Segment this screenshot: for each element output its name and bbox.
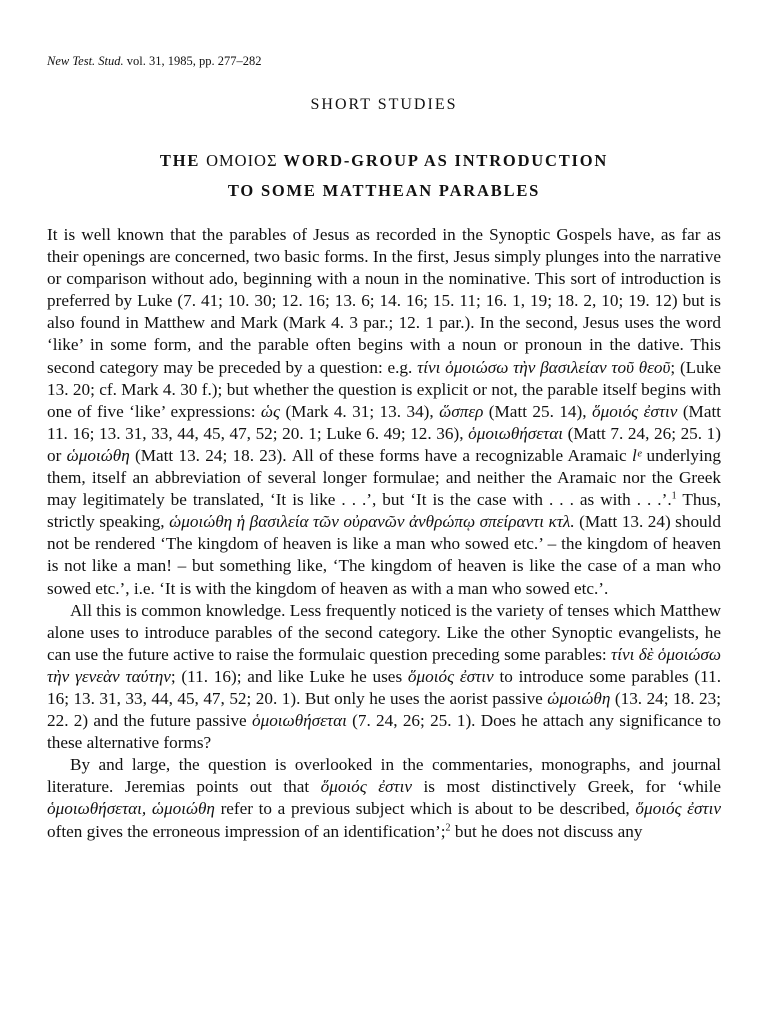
greek-phrase: τίνι δὲ ὁμοιώσω τὴν γενεὰν ταύτην [47,644,721,686]
text-run: underlying them, itself an abbreviation of several longer formulae; and neither the Aramaic nor the Greek may legitimately be translated, ‘It is like . . .’, but ‘It is the case with . . . as with . . .’. [47,445,721,510]
greek-phrase: ὁμοιωθήσεται [251,711,347,731]
journal-citation: vol. 31, 1985, pp. 277–282 [123,54,262,68]
text-run: (Matt 11. 16; 13. 31, 33, 44, 45, 47, 52; 20. 1; Luke 6. 49; 12. 36), [47,401,722,443]
greek-phrase: ὡμοιώθη [66,445,130,465]
paragraph-3 [47,754,721,842]
text-run: By and large, the question is overlooked in the commentaries, monographs, and journal literature. Jeremias points out that [47,755,721,797]
aramaic-term: lᵉ [631,445,642,465]
greek-phrase: ὡς [260,401,281,421]
greek-phrase: ὡμοιώθη [547,688,611,708]
text-run: ; (Luke 13. 20; cf. Mark 4. 30 f.); but whether the question is explicit or not, the parable itself begins with one of five ‘like’ expressions: [47,357,721,421]
greek-phrase: ὅμοιός ἐστιν [407,666,494,686]
greek-phrase: ὅμοιός ἐστιν [320,777,413,797]
text-run: to introduce some parables (11. 16; 13. 31, 33, 44, 45, 47, 52; 20. 1). But only he uses the aorist passive [47,666,721,708]
greek-phrase: ὡμοιώθη ἡ βασιλεία τῶν οὐρανῶν ἀνθρώπῳ σπείραντι κτλ. [169,512,575,532]
text-run: (Matt 7. 24, 26; 25. 1) or [47,423,721,465]
text-run: refer to a previous subject which is about to be described, [214,799,636,819]
greek-phrase: ὥσπερ [439,401,484,421]
footnote-ref-2: 2 [445,821,451,833]
section-heading: SHORT STUDIES [310,96,458,113]
text-run: (Mark 4. 31; 13. 34), [280,401,440,421]
text-run: ; (11. 16); and like Luke he uses [170,666,408,686]
title-line-2: TO SOME MATTHEAN PARABLES [227,181,541,200]
text-run: (Matt 13. 24; 18. 23). All of these forms have a recognizable Aramaic [129,445,632,465]
greek-phrase: ὅμοιός ἐστιν [591,401,678,421]
greek-phrase: τίνι ὁμοιώσω τὴν βασιλείαν τοῦ θεοῦ [417,357,671,377]
text-run: (Matt 25. 14), [483,401,592,421]
text-run: All this is common knowledge. Less frequently noticed is the variety of tenses which Matthew alone uses to introduce parables of the second category. Like the other Synoptic evangelists, he can use the future active to raise the formulaic question preceding some parables: [47,600,721,664]
text-run: but he does not discuss any [450,821,643,841]
title-line-1 [0,146,768,176]
running-head [47,54,262,69]
greek-phrase: ὅμοιός ἐστιν [635,799,721,819]
text-run: (7. 24, 26; 25. 1). Does he attach any significance to these alternative forms? [47,711,721,753]
journal-name: New Test. Stud. [47,54,124,68]
paragraph-1 [47,224,721,600]
text-run: (Matt 13. 24) should not be rendered ‘The kingdom of heaven is like a man who sowed etc.’ – the kingdom of heaven is not like a man! – but something like, ‘The kingdom of heaven is like the case of a man who sowed etc.’, i.e. ‘It is with the kingdom of heaven as with a man who sowed etc.’. [47,512,722,598]
greek-phrase: ὁμοιωθήσεται, ὡμοιώθη [47,799,215,819]
footnote-ref-1: 1 [671,490,677,502]
article-title [0,146,768,206]
greek-phrase: ὁμοιωθήσεται [468,423,564,443]
paragraph-2 [47,600,721,755]
text-run: Thus, strictly speaking, [47,490,721,532]
title-line-1-end: WORD-GROUP AS INTRODUCTION [277,151,609,170]
title-greek-word: ΟΜΟΙΟΣ [206,151,278,170]
title-line-1-start: THE [159,151,207,170]
text-run: (13. 24; 18. 23; 22. 2) and the future passive [47,688,721,731]
text-run: is most distinctively Greek, for ‘while [412,777,721,797]
article-body [47,224,721,843]
text-run: often gives the erroneous impression of an identification’; [47,821,446,841]
text-run: It is well known that the parables of Jesus as recorded in the Synoptic Gospels have, as far as their openings are concerned, two basic forms. In the first, Jesus simply plunges into the narrative or comparison without ado, beginning with a noun in the nominative. This sort of introduction is preferred by Luke (7. 41; 10. 30; 12. 16; 13. 6; 14. 16; 15. 11; 16. 1, 19; 18. 2, 10; 19. 12) but is also found in Matthew and Mark (Mark 4. 3 par.; 12. 1 par.). In the second, Jesus uses the word ‘like’ in some form, and the parable often begins with a noun or pronoun in the dative. This second category may be preceded by a question: e.g. [47,225,721,377]
